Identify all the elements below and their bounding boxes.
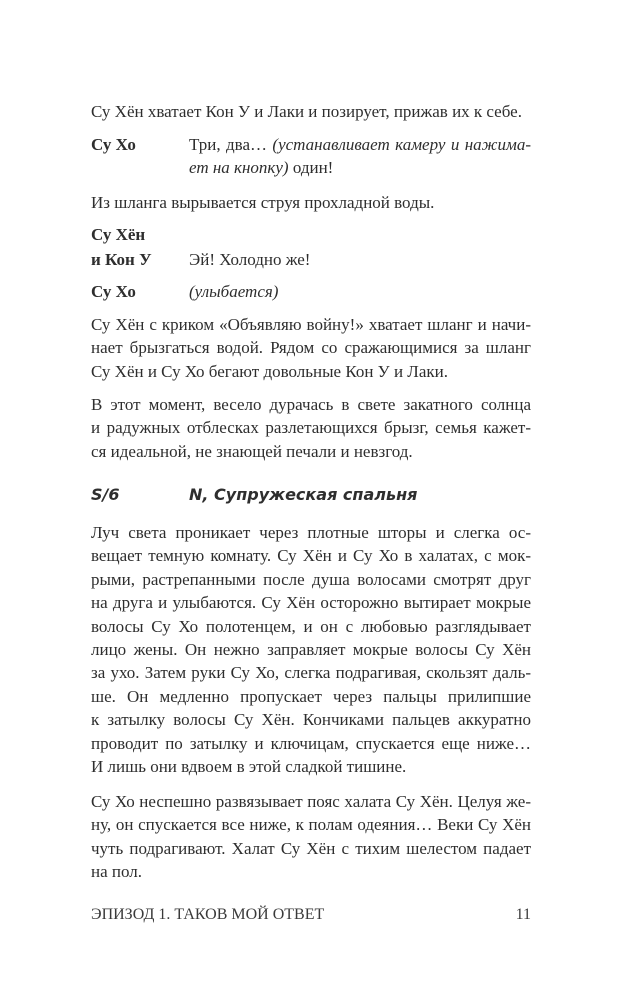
stage-direction: (устанавливает камеру и нажима- [272, 135, 531, 154]
stage-direction: ет на кнопку) [189, 158, 289, 178]
text-line: вещает темную комнату. Су Хён и Су Хо в халатах, с мок- [91, 546, 531, 566]
text-line: ну, он спускается все ниже, к полам одеяния… Веки Су Хён [91, 815, 531, 835]
text-line: к затылку волосы Су Хён. Кончиками пальцев аккуратно [91, 710, 531, 730]
text-line: Су Хён и Су Хо бегают довольные Кон У и Лаки. [91, 361, 448, 381]
dialogue-line [189, 133, 531, 180]
text-line: лицо жены. Он нежно заправляет мокрые волосы Су Хён [91, 639, 531, 659]
text-line: Луч света проникает через плотные шторы и слегка ос- [91, 523, 531, 542]
text-line: ше. Он медленно пропускает через пальцы прилипшие [91, 686, 531, 706]
page-number: 11 [515, 906, 531, 923]
dialogue-text: Три, два… [189, 135, 273, 154]
text-line: чуть подрагивают. Халат Су Хён с тихим шелестом падает [91, 838, 531, 858]
text-line: Су Хо неспешно развязывает пояс халата Су Хён. Целуя же- [91, 792, 531, 811]
paragraph [91, 313, 531, 383]
text-line: ся идеальной, не знающей печали и невзгод. [91, 441, 413, 461]
text-line: на пол. [91, 862, 142, 882]
running-title: ЭПИЗОД 1. ТАКОВ МОЙ ОТВЕТ [91, 906, 325, 923]
text-line: нает брызгаться водой. Рядом со сражающимися за шланг [91, 338, 531, 358]
scene-number: S/6 [91, 485, 120, 504]
speaker-name: и Кон У [91, 250, 152, 269]
stage-direction: (улыбается) [189, 282, 279, 301]
text-line: на друга и улыбаются. Су Хён осторожно вытирает мокрые [91, 593, 531, 613]
paragraph [91, 521, 531, 778]
text-line: рыми, растрепанными после душа волосами смотрят друг [91, 569, 531, 589]
text-line: Су Хён с криком «Объявляю войну!» хватает шланг и начи- [91, 315, 531, 334]
dialogue-text: один! [288, 158, 334, 178]
dialogue-line: Эй! Холодно же! [189, 250, 311, 269]
text-line: и радужных отблесках разлетающихся брызг, семья кажет- [91, 418, 531, 438]
text-line: проводит по затылку и ключицам, спускается еще ниже… [91, 733, 531, 753]
text-line: волосы Су Хо полотенцем, и он с любовью разглядывает [91, 616, 531, 636]
scene-heading: N, Супружеская спальня [189, 485, 418, 504]
speaker-name: Су Хён [91, 225, 146, 244]
text-line: за ухо. Затем руки Су Хо, слегка подрагивая, скользят даль- [91, 663, 531, 683]
paragraph [91, 790, 531, 884]
speaker-name: Су Хо [91, 135, 136, 154]
text-line: В этот момент, весело дурачась в свете закатного солнца [91, 395, 531, 414]
speaker-name: Су Хо [91, 282, 136, 301]
paragraph [91, 191, 531, 214]
paragraph [91, 100, 531, 123]
text-line: Из шланга вырывается струя прохладной воды. [91, 193, 435, 212]
paragraph [91, 393, 531, 463]
text-line: Су Хён хватает Кон У и Лаки и позирует, прижав их к себе. [91, 102, 522, 121]
text-line: И лишь они вдвоем в этой сладкой тишине. [91, 756, 407, 776]
